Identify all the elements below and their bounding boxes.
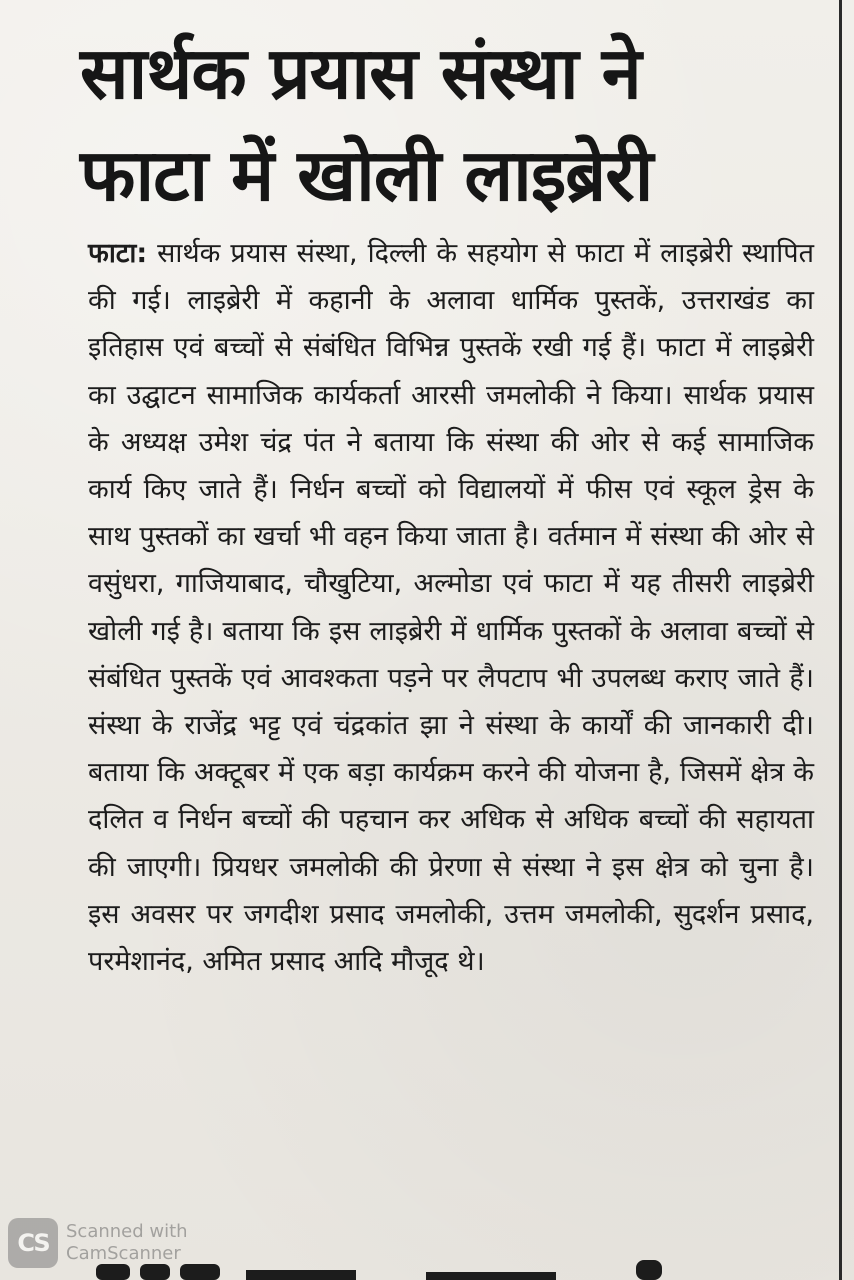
fragment-bar: [246, 1270, 356, 1280]
fragment-glyph: [180, 1264, 220, 1280]
fragment-glyph: [96, 1264, 130, 1280]
fragment-bar: [426, 1272, 556, 1280]
camscanner-logo-icon: CS: [8, 1218, 58, 1268]
watermark-line-1: Scanned with: [66, 1221, 188, 1242]
headline-line-1: सार्थक प्रयास संस्था ने: [80, 31, 641, 115]
cut-off-next-headline: [96, 1250, 736, 1280]
headline-line-2: फाटा में खोली लाइब्रेरी: [80, 133, 653, 217]
watermark-line-2: CamScanner: [66, 1243, 181, 1264]
article-body: [88, 230, 814, 985]
fragment-glyph: [636, 1260, 662, 1280]
column-rule: [839, 0, 842, 1280]
fragment-glyph: [140, 1264, 170, 1280]
article-body-text: सार्थक प्रयास संस्था, दिल्ली के सहयोग से फाटा में लाइब्रेरी स्थापित की गई। लाइब्रेरी में कहानी के अलावा धार्मिक पुस्तकें, उत्तराखंड का इतिहास एवं बच्चों से संबंधित विभिन्न पुस्तकें रखी गई हैं। फाटा में लाइब्रेरी का उद्घाटन सामाजिक कार्यकर्ता आरसी जमलोकी ने किया। सार्थक प्रयास के अध्यक्ष उमेश चंद्र पंत ने बताया कि संस्था की ओर से कई सामाजिक कार्य किए जाते हैं। निर्धन बच्चों को विद्यालयों में फीस एवं स्कूल ड्रेस के साथ पुस्तकों का खर्चा भी वहन किया जाता है। वर्तमान में संस्था की ओर से वसुंधरा, गाजियाबाद, चौखुटिया, अल्मोडा एवं फाटा में यह तीसरी लाइब्रेरी खोली गई है। बताया कि इस लाइब्रेरी में धार्मिक पुस्तकों के अलावा बच्चों से संबंधित पुस्तकें एवं आवश्कता पड़ने पर लैपटाप भी उपलब्ध कराए जाते हैं। संस्था के राजेंद्र भट्ट एवं चंद्रकांत झा ने संस्था के कार्यों की जानकारी दी। बताया कि अक्टूबर में एक बड़ा कार्यक्रम करने की योजना है, जिसमें क्षेत्र के दलित व निर्धन बच्चों की पहचान कर अधिक से अधिक बच्चों की सहायता की जाएगी। प्रियधर जमलोकी की प्रेरणा से संस्था ने इस क्षेत्र को चुना है। इस अवसर पर जगदीश प्रसाद जमलोकी, उत्तम जमलोकी, सुदर्शन प्रसाद, परमेशानंद, अमित प्रसाद आदि मौजूद थे।: [88, 238, 814, 978]
dateline: फाटा:: [88, 238, 148, 269]
headline: [80, 22, 800, 226]
